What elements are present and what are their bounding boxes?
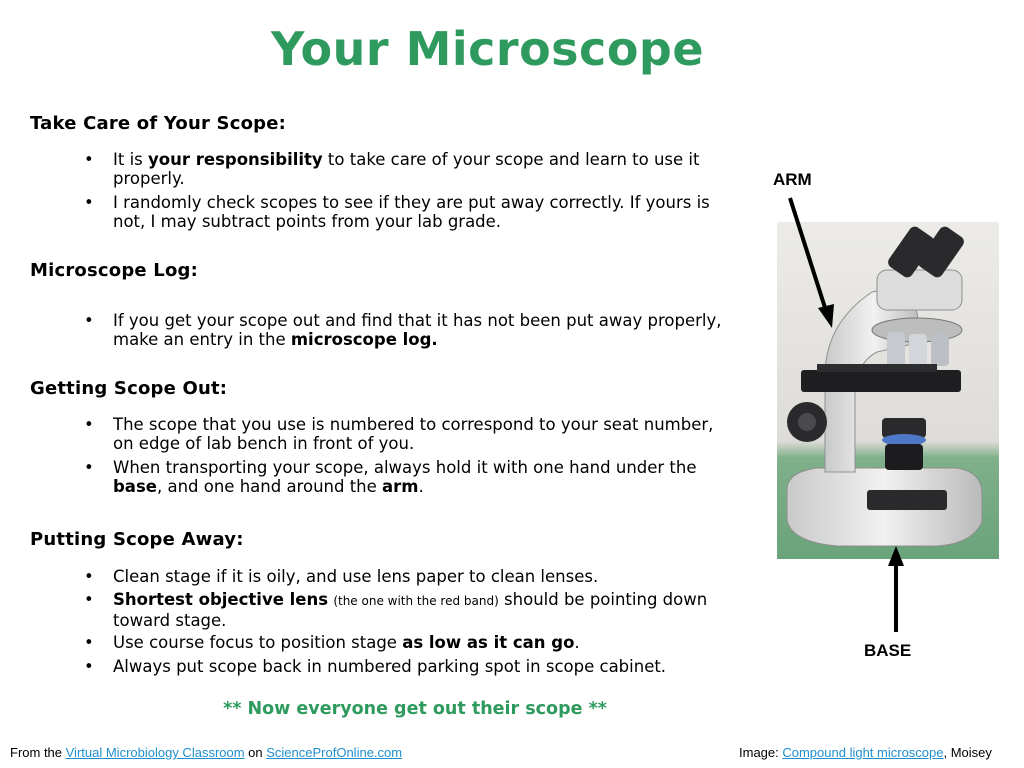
page-title: Your Microscope xyxy=(270,22,705,76)
bullet-text: If you get your scope out and find that it has not been put away properly, make an entry in the xyxy=(113,311,722,349)
bullet-emphasis: Shortest objective lens xyxy=(113,590,329,609)
bullet-icon: • xyxy=(84,193,94,212)
virtual-microbiology-classroom-link[interactable]: Virtual Microbiology Classroom xyxy=(65,745,245,760)
bullet-emphasis: your responsibility xyxy=(148,150,323,169)
bullet-text: should be pointing down toward stage. xyxy=(113,590,708,630)
arm-label: ARM xyxy=(773,170,812,189)
section-heading-log: Microscope Log: xyxy=(30,260,199,281)
bullet-emphasis: base xyxy=(113,477,157,496)
bullet-text: It is xyxy=(113,150,149,169)
callout-note: ** Now everyone get out their scope ** xyxy=(223,699,607,719)
bullet-emphasis: arm xyxy=(382,477,419,496)
list-item xyxy=(84,458,734,496)
bullet-icon: • xyxy=(84,311,94,330)
footer-text: on xyxy=(244,745,267,760)
section-heading-care: Take Care of Your Scope: xyxy=(30,113,287,134)
bullet-text: , and one hand around the xyxy=(156,477,383,496)
footer-credit-left xyxy=(10,745,402,760)
bullet-icon: • xyxy=(84,150,94,169)
bullet-note: (the one with the red band) xyxy=(333,594,499,608)
bullet-text: to take care of your scope and learn to use it properly. xyxy=(113,150,700,188)
list-item xyxy=(84,193,734,231)
bullet-text: I randomly check scopes to see if they are put away correctly. If yours is not, I may subtract points from your lab grade. xyxy=(113,193,710,231)
base-label: BASE xyxy=(864,641,912,660)
bullet-emphasis: microscope log. xyxy=(290,330,438,349)
bullet-emphasis: as low as it can go xyxy=(402,633,575,652)
pointer-arrows xyxy=(770,190,920,650)
bullet-text: Use course focus to position stage xyxy=(113,633,403,652)
bullet-text: Always put scope back in numbered parking spot in scope cabinet. xyxy=(113,657,667,676)
compound-light-microscope-link[interactable]: Compound light microscope xyxy=(782,745,944,760)
bullet-icon: • xyxy=(84,657,94,676)
list-item xyxy=(84,590,734,630)
bullet-text: The scope that you use is numbered to correspond to your seat number, on edge of lab bench in front of you. xyxy=(113,415,714,453)
bullet-text: . xyxy=(574,633,580,652)
bullet-text: When transporting your scope, always hold it with one hand under the xyxy=(113,458,697,477)
footer-text: , Moisey xyxy=(943,745,992,760)
list-item xyxy=(84,415,734,453)
footer-text: Image: xyxy=(739,745,783,760)
bullet-icon: • xyxy=(84,633,94,652)
list-item xyxy=(84,657,734,676)
arm-arrow xyxy=(790,198,827,314)
bullet-text: Clean stage if it is oily, and use lens paper to clean lenses. xyxy=(113,567,599,586)
bullet-icon: • xyxy=(84,458,94,477)
bullet-icon: • xyxy=(84,415,94,434)
bullet-icon: • xyxy=(84,567,94,586)
section-heading-putting-away: Putting Scope Away: xyxy=(30,529,244,550)
footer-credit-right xyxy=(739,745,992,760)
bullet-text: . xyxy=(418,477,424,496)
list-item xyxy=(84,311,734,349)
list-item xyxy=(84,633,734,652)
list-item xyxy=(84,150,734,188)
footer-text: From the xyxy=(10,745,66,760)
scienceprofonline-link[interactable]: ScienceProfOnline.com xyxy=(266,745,403,760)
base-arrowhead-icon xyxy=(888,546,904,566)
bullet-icon: • xyxy=(84,590,94,609)
list-item xyxy=(84,567,734,586)
section-heading-getting-out: Getting Scope Out: xyxy=(30,378,228,399)
arm-arrowhead-icon xyxy=(818,304,834,328)
